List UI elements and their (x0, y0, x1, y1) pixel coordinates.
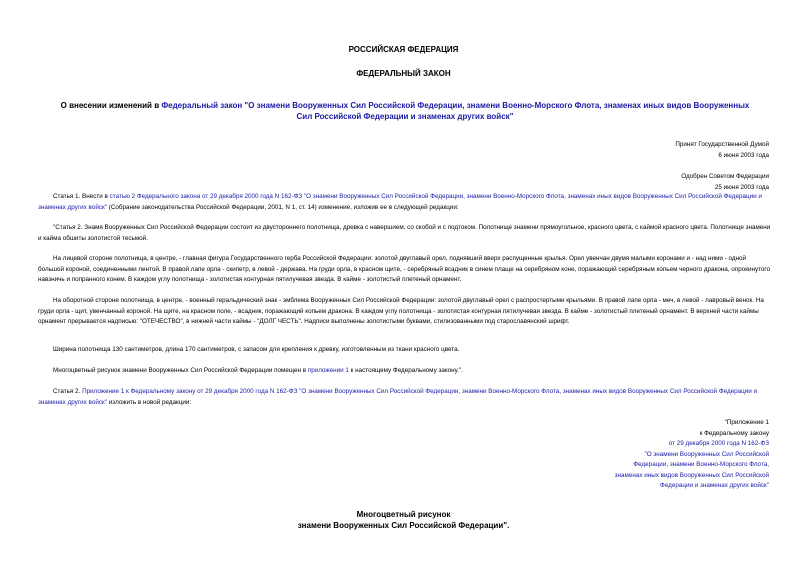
article-1-link[interactable]: статью 2 Федерального закона от 29 декабря 2000 года N 162-ФЗ "О знамени Вооруженных Сил Российской Федерации, знамени Военно-Морского Флота, знаменах иных видов Вооруженных Сил Российской Федерации и знаменах других войск" (38, 193, 762, 211)
figure-title-line-1: Многоцветный рисунок (356, 510, 451, 519)
appendix-line-7[interactable]: Федерации и знаменах других войск" (660, 482, 769, 489)
figure-title (0, 509, 807, 531)
law-title (55, 100, 755, 122)
appendix-line-4[interactable]: "О знамени Вооруженных Сил Российской (644, 450, 769, 458)
article-2-prefix: Статья 2. (53, 388, 83, 395)
appendix-line-5[interactable]: Федерации, знамени Военно-Морского Флота, (633, 461, 769, 468)
law-title-prefix: О внесении изменений в (60, 101, 162, 110)
article-2-link[interactable]: Приложение 1 к Федеральному закону от 29 декабря 2000 года N 162-ФЗ "О знамени Вооруженных Сил Российской Федерации, знамени Военно-Морского Флота, знаменах иных видов Вооруженных Сил Российской Федерации и знаменах других войск" (38, 388, 758, 406)
paragraph-picture-reference (38, 366, 772, 377)
picture-ref-prefix: Многоцветный рисунок знамени Вооруженных Сил Российской Федерации помещен в (53, 367, 308, 374)
approved-council: Одобрен Советом Федерации (681, 173, 769, 180)
approved-council-date: 25 июня 2003 года (714, 183, 769, 191)
adopted-duma: Принят Государственной Думой (675, 141, 769, 148)
appendix-header (520, 418, 769, 492)
doc-type-heading: ФЕДЕРАЛЬНЫЙ ЗАКОН (356, 69, 451, 78)
adoption-block (500, 140, 769, 193)
appendix-line-1: "Приложение 1 (724, 419, 769, 426)
appendix-line-3[interactable]: от 29 декабря 2000 года N 162-ФЗ (668, 440, 769, 447)
article-1 (38, 192, 772, 213)
adopted-duma-date: 6 июня 2003 года (718, 151, 769, 159)
appendix-line-6[interactable]: знаменах иных видов Вооруженных Сил Российской (614, 471, 769, 479)
law-title-link[interactable]: Федеральный закон "О знамени Вооруженных Сил Российской Федерации, знамени Военно-Морского Флота, знаменах иных видов Вооруженных Сил Российской Федерации и знаменах других войск" (161, 101, 750, 121)
article-1-prefix: Статья 1. Внести в (53, 193, 110, 200)
country-heading: РОССИЙСКАЯ ФЕДЕРАЦИЯ (348, 45, 459, 54)
paragraph-dimensions: Ширина полотнища 130 сантиметров, длина 170 сантиметров, с запасом для крепления к древку, изготовленным из ткани красного цвета. (53, 346, 460, 353)
paragraph-flag-description: "Статья 2. Знамя Вооруженных Сил Российской Федерации состоит из двустороннего полотнища, древка с навершием, со скобой и с подтоком. Полотнище знамени прямоугольное, красного цвета, с каймой красного цвета. Полотнище знамени и кайма обшиты золотистой тесьмой. (38, 224, 771, 242)
picture-ref-suffix: к настоящему Федеральному закону.". (348, 367, 463, 374)
article-2 (38, 387, 772, 408)
article-1-suffix: (Собрание законодательства Российской Федерации, 2001, N 1, ст. 14) изменение, изложив ее в следующей редакции: (106, 203, 459, 211)
appendix-line-2: к Федеральному закону (699, 429, 769, 437)
appendix-1-link[interactable]: приложении 1 (307, 367, 349, 374)
figure-title-line-2: знамени Вооруженных Сил Российской Федерации". (297, 521, 510, 530)
article-2-suffix: изложить в новой редакции: (106, 398, 192, 406)
paragraph-front-side: На лицевой стороне полотнища, в центре, - главная фигура Государственного герба Российской Федерации: золотой двуглавый орел, поднявший вверх распущенные крылья. Орел увенчан двумя малыми коронами и - над ними - одной большой короной, соединенными лентой. В правой лапе орла - скипетр, в левой - держава. На груди орла, в красном щите, - серебряный всадник в синем плаще на серебряном коне, поражающий серебряным копьем черного дракона, опрокинутого навзничь и попранного конем. В каждом углу полотнища - золотистая контурная пятилучевая звезда. В кайме - золотистый плетеный орнамент. (38, 255, 771, 283)
paragraph-reverse-side: На оборотной стороне полотнища, в центре, - военный геральдический знак - эмблема Вооруженных Сил Российской Федерации: золотой двуглавый орел с распростертыми крыльями. В правой лапе орла - меч, в левой - лавровый венок. На груди орла - щит, увенчанный короной. На щите, на красном поле, - всадник, поражающий копьем дракона. В каждом углу полотнища - золотистая контурная пятилучевая звезда. В кайме - золотистый плетеный орнамент. В верхней части каймы орнамент прерывается надписью: "ОТЕЧЕСТВО", в нижней части каймы - "ДОЛГ ЧЕСТЬ". Надписи выполнены золотистыми буквами, стилизованными под старославянский шрифт. (38, 297, 764, 325)
